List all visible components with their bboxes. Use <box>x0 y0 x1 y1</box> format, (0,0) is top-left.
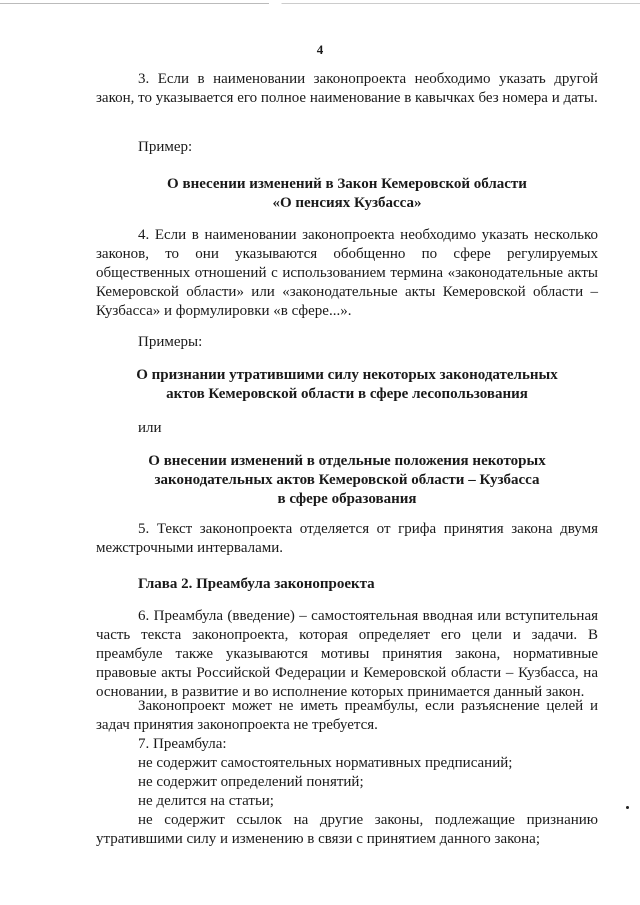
list-item: не содержит самостоятельных нормативных предписаний; <box>138 755 513 771</box>
paragraph-4: 4. Если в наименовании законопроекта необходимо указать несколько законов, то они указываются обобщенно по сфере регулируемых общественных отношений с использованием термина «законодательные акты Кемеровской области» или «законодательные акты Кемеровской области – Кузбасса» и формулировки «в сфере...». <box>96 227 598 319</box>
example-label: Пример: <box>138 139 193 155</box>
or-label: или <box>138 420 162 436</box>
example-title-line-2: «О пенсиях Кузбасса» <box>272 195 422 211</box>
example-title-line-1: О внесении изменений в Закон Кемеровской области <box>167 176 527 192</box>
examples-title-2-line-1: О внесении изменений в отдельные положения некоторых <box>148 453 546 469</box>
list-item: не делится на статьи; <box>138 793 274 809</box>
page-number: 4 <box>316 42 324 57</box>
list-item: не содержит ссылок на другие законы, подлежащие признанию утратившими силу и изменению в связи с принятием данного закона; <box>96 812 598 847</box>
paragraph-3: 3. Если в наименовании законопроекта необходимо указать другой закон, то указывается его полное наименование в кавычках без номера и даты. <box>96 71 598 106</box>
paragraph-7-intro: 7. Преамбула: <box>138 736 227 752</box>
paragraph-6: 6. Преамбула (введение) – самостоятельная вводная или вступительная часть текста законопроекта, которая определяет его цели и задачи. В преамбуле также указываются мотивы принятия закона, нормативные правовые акты Российской Федерации и Кемеровской области – Кузбасса, на основании, в развитие и во исполнение которых принимается данный закон. <box>96 608 598 700</box>
examples-title-1-line-1: О признании утратившими силу некоторых законодательных <box>136 367 558 383</box>
examples-title-2-line-2: законодательных актов Кемеровской области – Кузбасса <box>154 472 540 488</box>
chapter-2-heading: Глава 2. Преамбула законопроекта <box>138 576 375 592</box>
list-item: не содержит определений понятий; <box>138 774 364 790</box>
scan-speck <box>626 806 629 809</box>
paragraph-6b: Законопроект может не иметь преамбулы, если разъяснение целей и задач принятия законопроекта не требуется. <box>96 698 598 733</box>
paragraph-5: 5. Текст законопроекта отделяется от грифа принятия закона двумя межстрочными интервалами. <box>96 521 598 556</box>
examples-title-1-line-2: актов Кемеровской области в сфере лесопользования <box>166 386 528 402</box>
examples-label: Примеры: <box>138 334 203 350</box>
examples-title-2-line-3: в сфере образования <box>277 491 417 507</box>
